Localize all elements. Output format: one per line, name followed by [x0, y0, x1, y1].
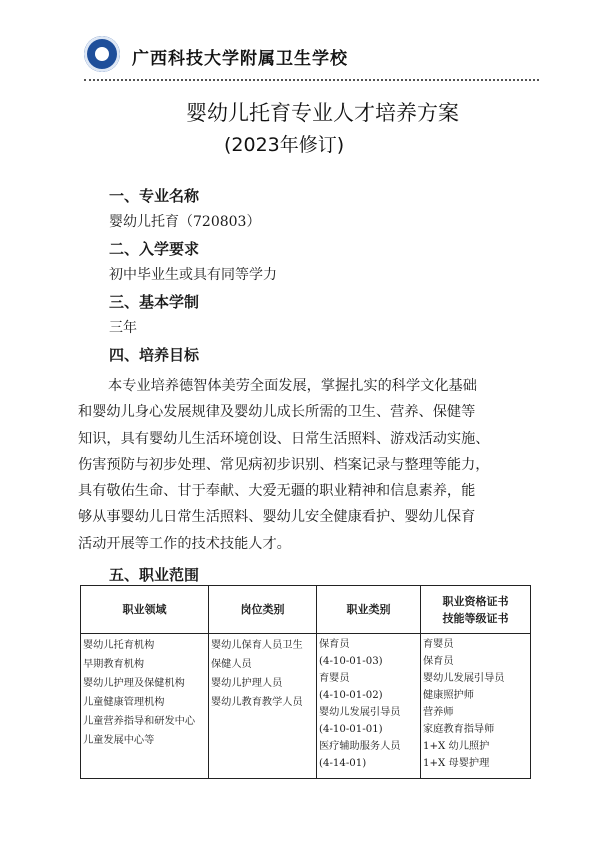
list-item: 健康照护师 [423, 690, 474, 701]
section-heading-duration: 三、基本学制 [109, 293, 200, 311]
fields-cell [81, 634, 209, 779]
header-skill-label: 技能等级证书 [442, 611, 509, 625]
list-item: 1+X 母婴护理 [423, 758, 490, 769]
list-item: 保育员 [319, 639, 350, 650]
header-position: 岗位类别 [209, 586, 317, 634]
section-heading-career: 五、职业范围 [109, 566, 200, 584]
list-item: (4-10-01-02) [319, 690, 383, 701]
list-item: 育婴员 [423, 639, 454, 650]
list-item: 儿童发展中心等 [83, 735, 155, 746]
document-subtitle: (2023年修订) [224, 134, 345, 156]
section-heading-admission: 二、入学要求 [109, 240, 200, 258]
certificates-cell [421, 634, 531, 779]
career-scope-table [80, 585, 531, 779]
list-item: 婴幼儿护理及保健机构 [83, 678, 185, 689]
occupations-cell [317, 634, 421, 779]
table-header-row [81, 586, 531, 634]
list-item: (4-14-01) [319, 758, 367, 769]
list-item: (4-10-01-03) [319, 656, 383, 667]
list-item: 家庭教育指导师 [423, 724, 495, 735]
goal-line: 活动开展等工作的技术技能人才。 [78, 535, 291, 552]
list-item: 婴幼儿保育人员卫生 [211, 640, 303, 651]
list-item: 儿童营养指导和研发中心 [83, 716, 196, 727]
goal-line: 够从事婴幼儿日常生活照料、婴幼儿安全健康看护、婴幼儿保育 [78, 509, 476, 526]
goal-line: 本专业培养德智体美劳全面发展，掌握扎实的科学文化基础 [108, 378, 477, 394]
admission-text: 初中毕业生或具有同等学力 [109, 267, 277, 283]
list-item: 早期教育机构 [83, 659, 145, 670]
document-header [84, 36, 539, 82]
list-item: 营养师 [423, 707, 454, 718]
document-title: 婴幼儿托育专业人才培养方案 [186, 101, 459, 125]
section-heading-goal: 四、培养目标 [109, 346, 200, 364]
header-divider [84, 79, 539, 81]
major-name-text: 婴幼儿托育（720803） [109, 214, 261, 230]
list-item: 保育员 [423, 656, 454, 667]
header-certificates [421, 586, 531, 634]
header-certificate-label: 职业资格证书 [442, 594, 509, 608]
header-occupation: 职业类别 [317, 586, 421, 634]
header-field: 职业领域 [81, 586, 209, 634]
list-item: 保健人员 [211, 659, 252, 670]
goal-line: 具有敬佑生命、甘于奉献、大爱无疆的职业精神和信息素养，能 [78, 483, 476, 500]
school-name: 广西科技大学附属卫生学校 [132, 49, 348, 69]
positions-cell [209, 634, 317, 779]
table-row [81, 634, 531, 779]
school-logo-icon [84, 36, 120, 72]
duration-text: 三年 [109, 320, 137, 336]
list-item: 婴幼儿发展引导员 [423, 673, 505, 684]
goal-line: 伤害预防与初步处理、常见病初步识别、档案记录与整理等能力， [78, 456, 490, 473]
list-item: 婴幼儿护理人员 [211, 678, 283, 689]
list-item: 1+X 幼儿照护 [423, 741, 490, 752]
section-heading-major-name: 一、专业名称 [109, 187, 200, 205]
goal-paragraph [78, 373, 540, 557]
list-item: 婴幼儿托育机构 [83, 640, 155, 651]
list-item: (4-10-01-01) [319, 724, 383, 735]
list-item: 婴幼儿发展引导员 [319, 707, 401, 718]
list-item: 儿童健康管理机构 [83, 697, 165, 708]
list-item: 育婴员 [319, 673, 350, 684]
list-item: 医疗辅助服务人员 [319, 741, 401, 752]
list-item: 婴幼儿教育教学人员 [211, 697, 303, 708]
goal-line: 和婴幼儿身心发展规律及婴幼儿成长所需的卫生、营养、保健等 [78, 404, 476, 421]
goal-line: 知识，具有婴幼儿生活环境创设、日常生活照料、游戏活动实施、 [78, 430, 490, 447]
